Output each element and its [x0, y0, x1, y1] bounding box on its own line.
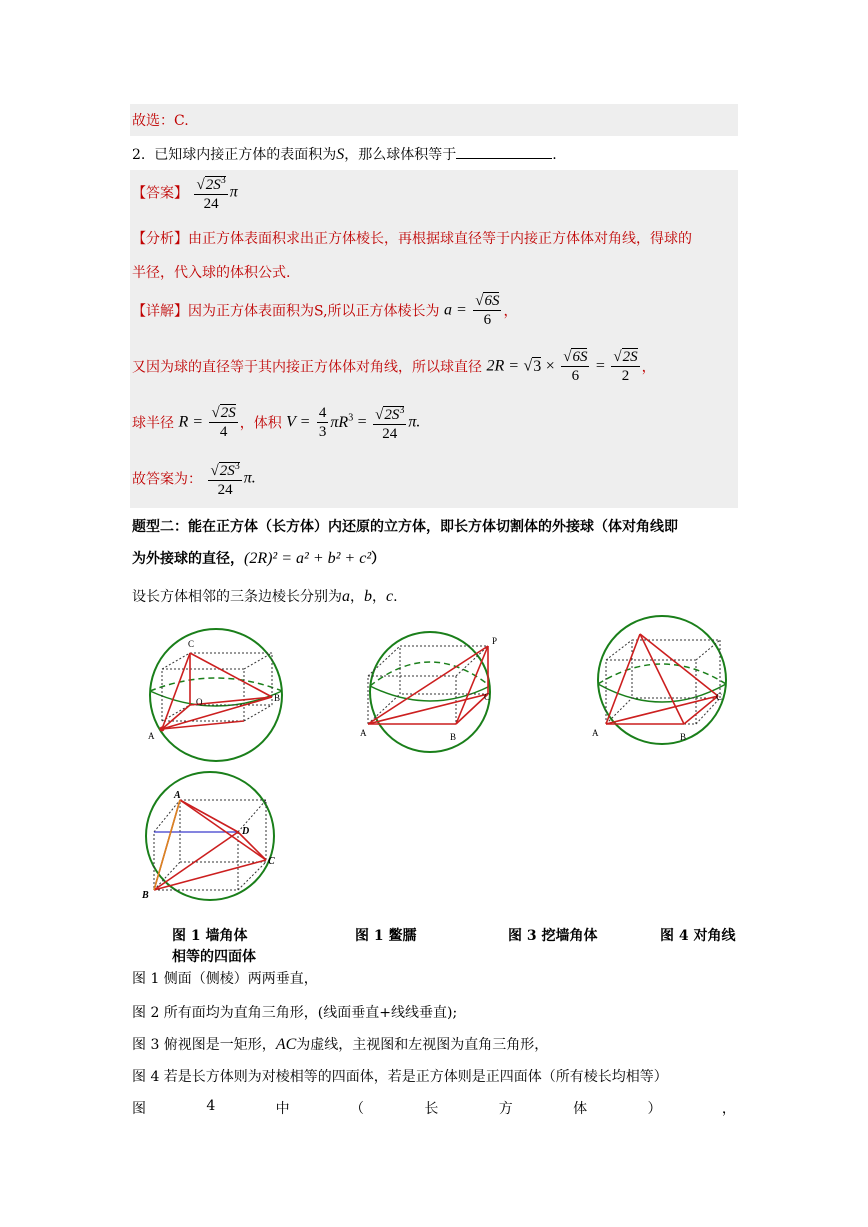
detail-line-1: 【详解】因为正方体表面积为S,所以正方体棱长为 a = $\frac{√6S}{6}$ ， — [132, 293, 518, 328]
caption-figure-4: 图 4 对角线 — [660, 928, 736, 944]
question-2: 2. 已知球内接正方体的表面积为S，那么球体积等于 . — [132, 146, 557, 163]
figure-3-dug-corner — [588, 614, 738, 754]
note-1: 图 1 侧面（侧棱）两两垂直， — [132, 971, 318, 987]
fig2-label-c: C — [484, 692, 491, 702]
answer-line: 【答案】 $\frac{√2S^3}{24}$ π — [132, 172, 238, 213]
analysis-line-1: 【分析】由正方体表面积求出正方体棱长，再根据球直径等于内接正方体体对角线，得球的 — [132, 231, 692, 247]
fig3-label-b: B — [680, 732, 687, 742]
fig4-label-d: D — [242, 826, 250, 837]
fig1-label-o: O — [196, 697, 203, 707]
fig4-label-b: B — [142, 890, 149, 901]
fig4-label-a: A — [174, 790, 181, 801]
solution-shade-top — [130, 104, 738, 136]
fig2-label-p: P — [492, 636, 498, 646]
caption-figure-1: 图 1 墙角体 — [172, 928, 248, 944]
figure-4-equal-diagonal-tetrahedron — [134, 770, 286, 904]
fig3-label-c: C — [716, 692, 723, 702]
q1-conclusion: 故选：C. — [132, 113, 189, 129]
answer-blank — [456, 146, 552, 159]
figure-2-turtle-tetrahedron — [356, 628, 506, 756]
final-answer-line: 故答案为： $\frac{√2S^3}{24}$ π. — [132, 458, 256, 499]
answer-fraction: $\frac{√2S^3}{24}$ — [194, 172, 227, 213]
caption-figure-2: 图 1 鳖臑 — [355, 928, 417, 944]
fig2-label-b: B — [450, 732, 457, 742]
type2-setup: 设长方体相邻的三条边棱长分别为a，b，c. — [132, 588, 398, 605]
detail-line-3: 球半径 R = $\frac{√2S}{4}$ ，体积 V = $\frac{4}{3}$ $\pi R^3$ = $\frac{√2S^3}{24}$ π. — [132, 402, 420, 443]
note-5-justified: 图 4 中 （ 长 方 体 ） ， — [132, 1098, 736, 1117]
type2-heading-line-2: 为外接球的直径，(2R)² = a² + b² + c²） — [132, 550, 386, 567]
analysis-line-2: 半径，代入球的体积公式. — [132, 265, 291, 281]
note-3: 图 3 俯视图是一矩形，AC为虚线，主视图和左视图为直角三角形， — [132, 1036, 549, 1053]
type2-heading-line-1: 题型二：能在正方体（长方体）内还原的立方体，即长方体切割体的外接球（体对角线即 — [132, 519, 678, 535]
fig1-label-a: A — [148, 731, 155, 741]
fig3-label-a: A — [592, 728, 599, 738]
fig1-label-c: C — [188, 639, 195, 649]
fig1-label-b: B — [274, 693, 281, 703]
detail-line-2: 又因为球的直径等于其内接正方体体对角线，所以球直径 2R = √3 × $\frac{√6S}{6}$ = $\frac{√2S}{2}$ ， — [132, 349, 656, 384]
fig4-label-c: C — [268, 856, 275, 867]
note-4: 图 4 若是长方体则为对棱相等的四面体，若是正方体则是正四面体（所有棱长均相等） — [132, 1069, 668, 1085]
note-2: 图 2 所有面均为直角三角形，(线面垂直+线线垂直); — [132, 1005, 458, 1021]
caption-figure-3: 图 3 挖墙角体 — [508, 928, 598, 944]
caption-figure-4-cont: 相等的四面体 — [172, 949, 256, 965]
fig2-label-a: A — [360, 728, 367, 738]
figure-1-wall-corner — [140, 625, 292, 765]
